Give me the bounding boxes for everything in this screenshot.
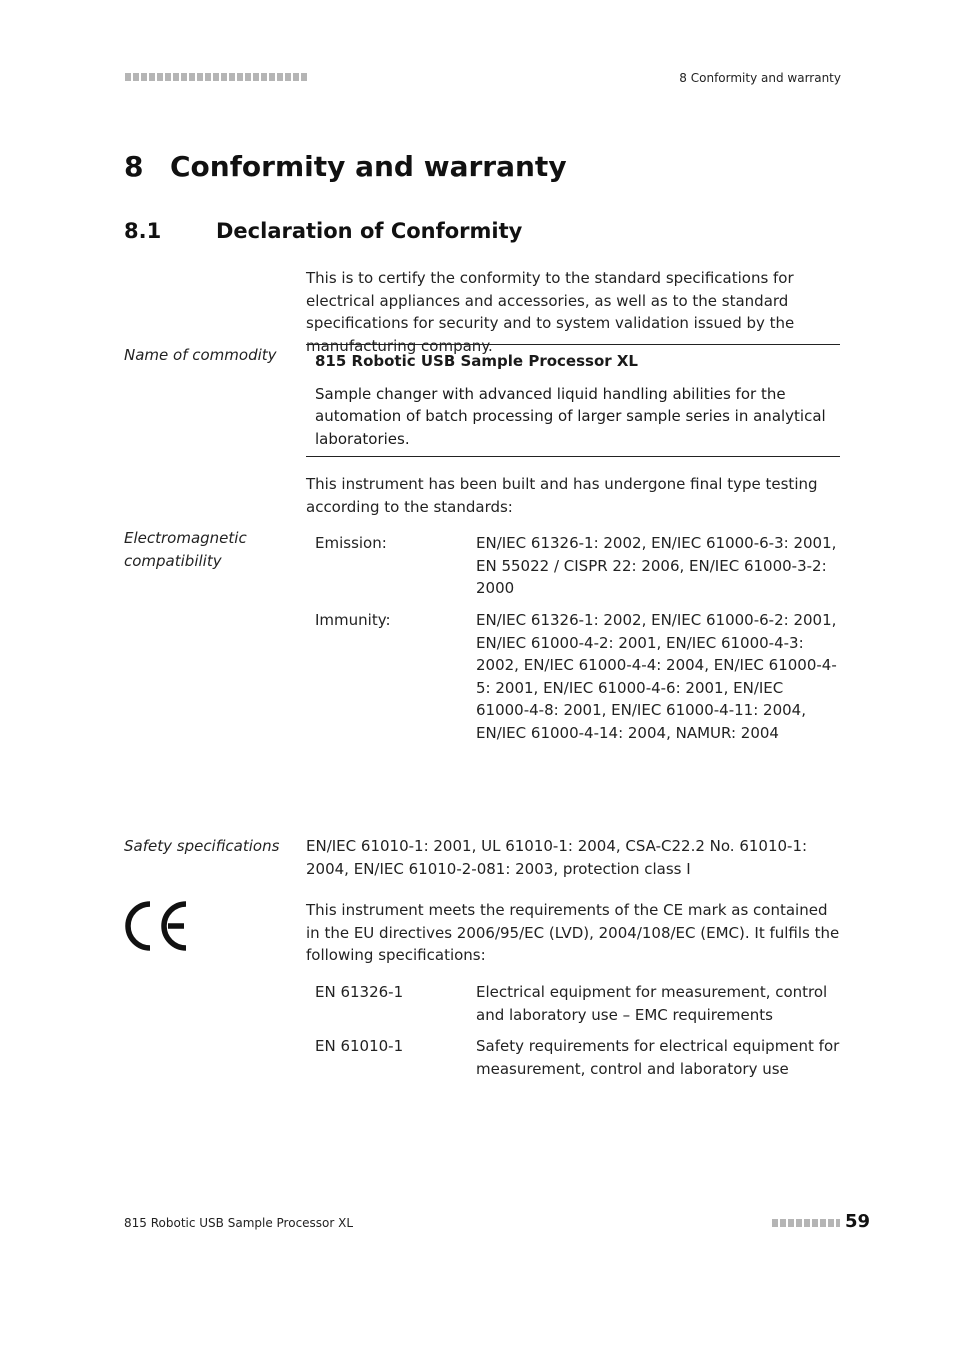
commodity-label: Name of commodity bbox=[124, 346, 277, 364]
commodity-box bbox=[306, 344, 840, 457]
commodity-name: 815 Robotic USB Sample Processor XL bbox=[315, 352, 638, 370]
footer-product: 815 Robotic USB Sample Processor XL bbox=[124, 1216, 354, 1230]
section-heading bbox=[124, 219, 522, 243]
chapter-title: Conformity and warranty bbox=[170, 150, 567, 183]
page-number: 59 bbox=[845, 1211, 871, 1232]
emc-row-value: EN/IEC 61326-1: 2002, EN/IEC 61000-6-3: 2001, EN 55022 / CISPR 22: 2006, EN/IEC 61000-3-2: 2000 bbox=[476, 534, 837, 597]
header-dot-rule bbox=[125, 73, 307, 81]
running-title: 8 Conformity and warranty bbox=[679, 71, 841, 85]
intro-paragraph: This is to certify the conformity to the standard specifications for electrical appliances and accessories, as well as to the standard specifications for security and to system validation issued by the manufacturing company. bbox=[306, 269, 795, 355]
ce-row-value: Electrical equipment for measurement, control and laboratory use – EMC requirements bbox=[476, 983, 828, 1024]
ce-row-key: EN 61010-1 bbox=[315, 1037, 404, 1055]
emc-row-key: Immunity: bbox=[315, 611, 391, 629]
chapter-heading bbox=[124, 150, 567, 183]
footer-dot-rule bbox=[772, 1219, 840, 1227]
safety-text: EN/IEC 61010-1: 2001, UL 61010-1: 2004, CSA-C22.2 No. 61010-1: 2004, EN/IEC 61010-2-081: 2003, protection class I bbox=[306, 837, 808, 878]
section-title: Declaration of Conformity bbox=[216, 219, 523, 243]
ce-row-value: Safety requirements for electrical equipment for measurement, control and laboratory use bbox=[476, 1037, 840, 1078]
ce-row-key: EN 61326-1 bbox=[315, 983, 404, 1001]
ce-text: This instrument meets the requirements of the CE mark as contained in the EU directives 2006/95/EC (LVD), 2004/108/EC (EMC). It fulfils the following specifications: bbox=[306, 901, 840, 964]
safety-label: Safety specifications bbox=[124, 837, 280, 855]
chapter-number: 8 bbox=[124, 150, 144, 183]
emc-label: Electromagnetic compatibility bbox=[124, 529, 247, 570]
standards-intro: This instrument has been built and has undergone final type testing according to the standards: bbox=[306, 475, 818, 516]
emc-row-value: EN/IEC 61326-1: 2002, EN/IEC 61000-6-2: 2001, EN/IEC 61000-4-2: 2001, EN/IEC 61000-4-3: 2002, EN/IEC 61000-4-4: 2004, EN/IEC 61000-4-5: 2001, EN/IEC 61000-4-6: 2001, EN/IEC 61000-4-8: 2001, EN/IEC 61000-4-11: 2004, EN/IEC 61000-4-14: 2004, NAMUR: 2004 bbox=[476, 611, 837, 742]
section-number: 8.1 bbox=[124, 219, 162, 243]
commodity-description: Sample changer with advanced liquid handling abilities for the automation of batch processing of larger sample series in analytical laboratories. bbox=[315, 384, 826, 448]
ce-mark-icon bbox=[124, 900, 190, 952]
emc-row-key: Emission: bbox=[315, 534, 387, 552]
